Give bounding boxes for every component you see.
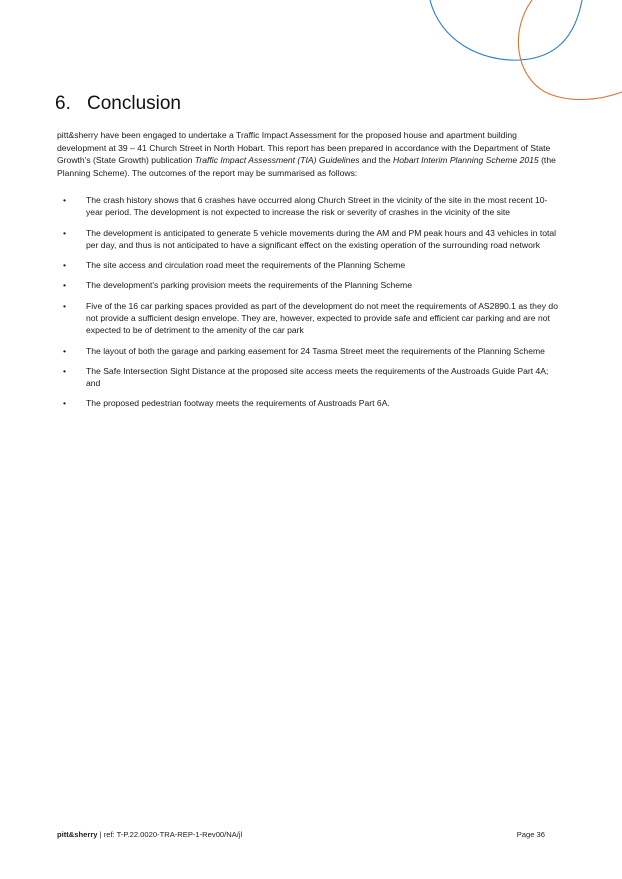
list-item (57, 227, 562, 252)
list-item (57, 345, 562, 357)
footer-brand: pitt&sherry (57, 830, 98, 839)
page-number: Page 36 (516, 830, 545, 839)
intro-text-2: and the (359, 155, 393, 166)
outcomes-list (57, 194, 562, 418)
list-item (57, 279, 562, 291)
section-number: 6. (55, 93, 71, 114)
intro-emphasis-planning-scheme: Hobart Interim Planning Scheme 2015 (392, 155, 539, 166)
list-item (57, 365, 562, 390)
blue-arc (430, 0, 582, 60)
section-title: Conclusion (87, 93, 181, 114)
bullet-icon: • (63, 195, 67, 205)
bullet-icon: • (63, 260, 67, 271)
bullet-icon: • (63, 365, 67, 376)
footer-reference: | ref: T-P.22.0020-TRA-REP-1-Rev00/NA/jl (97, 830, 243, 839)
bullet-icon: • (63, 227, 67, 238)
bullet-icon: • (63, 345, 67, 356)
list-item-text: The development's parking provision meets the requirements of the Planning Scheme (86, 280, 412, 291)
intro-text-1: pitt&sherry have been engaged to undertake a Traffic Impact Assessment for the proposed house and apartment building development at 39 – 41 Church Street in North Hobart. This report has been prepared in accordance with the Department of State Growth's (State Growth) publication (57, 130, 551, 166)
list-item-text: Five of the 16 car parking spaces provided as part of the development do not meet the requirements of AS2890.1 as they do not provide a sufficient design envelope. They are, however, expected to provide safe and efficient car parking and are not expected to be of detriment to the amenity of the car park (86, 300, 558, 336)
list-item-text: The development is anticipated to generate 5 vehicle movements during the AM and PM peak hours and 43 vehicles in total per day, and thus is not anticipated to have a significant effect on the existing operation of the surrounding road network (86, 227, 557, 251)
list-item (57, 300, 562, 337)
bullet-icon: • (63, 300, 67, 311)
intro-text-3: (the Planning Scheme). The outcomes of the report may be summarised as follows: (57, 155, 556, 178)
bullet-icon: • (63, 280, 67, 291)
intro-emphasis-tia-guidelines: Traffic Impact Assessment (TIA) Guidelines (194, 155, 360, 166)
list-item-text: The layout of both the garage and parking easement for 24 Tasma Street meet the requirements of the Planning Scheme (86, 345, 545, 356)
list-item-text: The Safe Intersection Sight Distance at the proposed site access meets the requirements of the Austroads Guide Part 4A; and (86, 365, 549, 389)
list-item (57, 259, 562, 271)
section-heading (55, 93, 181, 115)
list-item (57, 194, 562, 219)
list-item (57, 397, 562, 409)
list-item-text: The site access and circulation road meet the requirements of the Planning Scheme (86, 260, 406, 271)
intro-paragraph (57, 129, 562, 179)
list-item-text: The crash history shows that 6 crashes have occurred along Church Street in the vicinity of the site in the most recent 10-year period. The development is not expected to increase the risk or severity of crashes in the vicinity of the site (86, 195, 548, 218)
page-footer (57, 830, 562, 839)
orange-arc (518, 0, 622, 100)
bullet-icon: • (63, 398, 67, 409)
list-item-text: The proposed pedestrian footway meets the requirements of Austroads Part 6A. (86, 398, 390, 409)
